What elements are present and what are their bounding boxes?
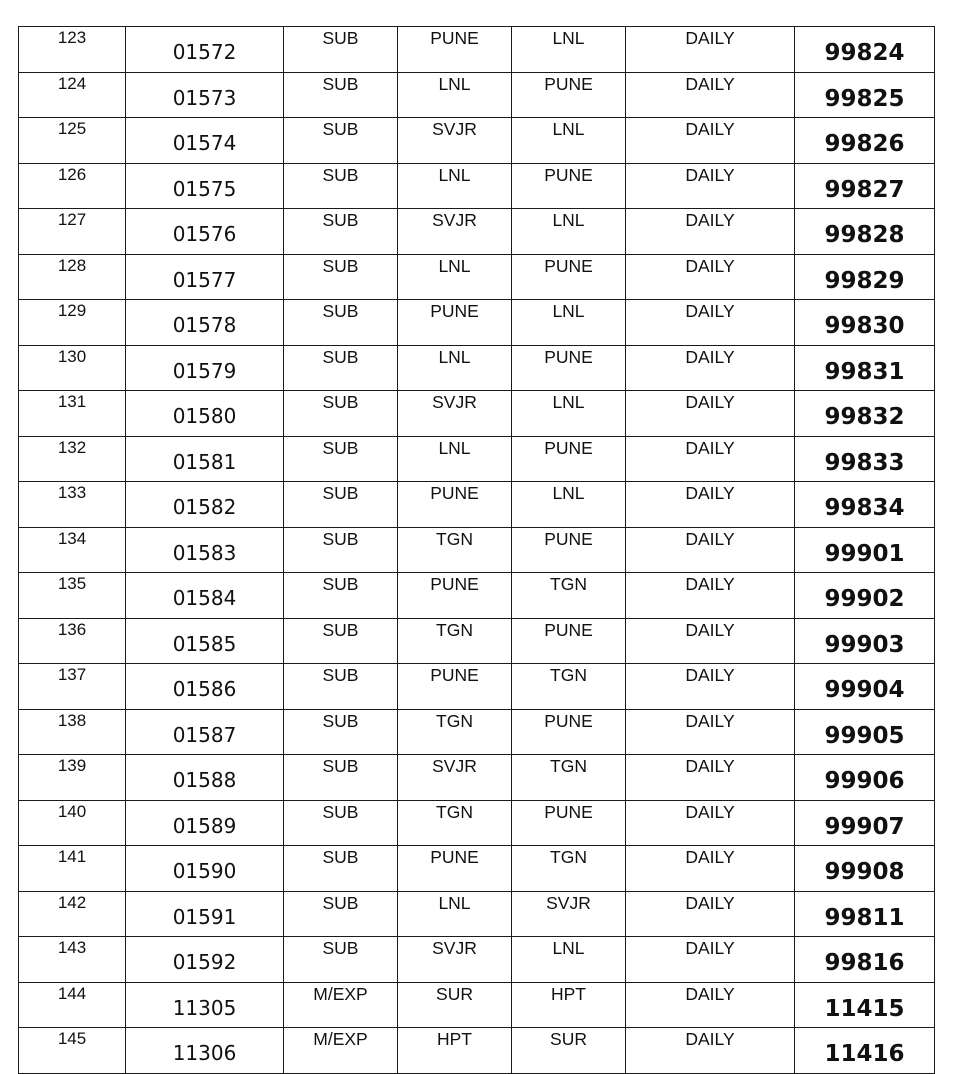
from-station-cell: TGN: [398, 527, 512, 573]
old-train-number-cell: 01574: [126, 118, 284, 164]
from-station-cell: PUNE: [398, 482, 512, 528]
days-of-run-cell: DAILY: [626, 209, 795, 255]
new-train-number-cell: 99902: [795, 573, 935, 619]
from-station-cell: LNL: [398, 254, 512, 300]
to-station-cell: HPT: [512, 982, 626, 1028]
from-station-cell: LNL: [398, 163, 512, 209]
table-row: [19, 982, 935, 1028]
old-train-number-cell: 01572: [126, 27, 284, 73]
from-station-cell: TGN: [398, 800, 512, 846]
days-of-run-cell: DAILY: [626, 482, 795, 528]
from-station-cell: SVJR: [398, 391, 512, 437]
table-row: [19, 163, 935, 209]
to-station-cell: PUNE: [512, 163, 626, 209]
train-type-cell: SUB: [284, 846, 398, 892]
days-of-run-cell: DAILY: [626, 118, 795, 164]
new-train-number-cell: 99824: [795, 27, 935, 73]
table-row: [19, 1028, 935, 1074]
table-row: [19, 664, 935, 710]
old-train-number-cell: 01588: [126, 755, 284, 801]
old-train-number-cell: 01580: [126, 391, 284, 437]
table-row: [19, 300, 935, 346]
new-train-number-cell: 99833: [795, 436, 935, 482]
serial-number-cell: 135: [19, 573, 126, 619]
new-train-number-cell: 99828: [795, 209, 935, 255]
from-station-cell: LNL: [398, 436, 512, 482]
serial-number-cell: 130: [19, 345, 126, 391]
train-type-cell: SUB: [284, 345, 398, 391]
serial-number-cell: 140: [19, 800, 126, 846]
new-train-number-cell: 99829: [795, 254, 935, 300]
days-of-run-cell: DAILY: [626, 664, 795, 710]
serial-number-cell: 144: [19, 982, 126, 1028]
old-train-number-cell: 01586: [126, 664, 284, 710]
new-train-number-cell: 99832: [795, 391, 935, 437]
train-type-cell: M/EXP: [284, 982, 398, 1028]
to-station-cell: LNL: [512, 300, 626, 346]
new-train-number-cell: 99811: [795, 891, 935, 937]
from-station-cell: LNL: [398, 345, 512, 391]
table-row: [19, 573, 935, 619]
table-row: [19, 72, 935, 118]
days-of-run-cell: DAILY: [626, 937, 795, 983]
table-row: [19, 209, 935, 255]
from-station-cell: HPT: [398, 1028, 512, 1074]
new-train-number-cell: 99901: [795, 527, 935, 573]
days-of-run-cell: DAILY: [626, 618, 795, 664]
from-station-cell: TGN: [398, 618, 512, 664]
serial-number-cell: 123: [19, 27, 126, 73]
old-train-number-cell: 01589: [126, 800, 284, 846]
train-type-cell: SUB: [284, 391, 398, 437]
to-station-cell: PUNE: [512, 527, 626, 573]
old-train-number-cell: 01583: [126, 527, 284, 573]
train-type-cell: SUB: [284, 254, 398, 300]
new-train-number-cell: 99905: [795, 709, 935, 755]
days-of-run-cell: DAILY: [626, 800, 795, 846]
days-of-run-cell: DAILY: [626, 391, 795, 437]
table-row: [19, 618, 935, 664]
old-train-number-cell: 01576: [126, 209, 284, 255]
train-type-cell: M/EXP: [284, 1028, 398, 1074]
serial-number-cell: 143: [19, 937, 126, 983]
train-type-cell: SUB: [284, 800, 398, 846]
old-train-number-cell: 01579: [126, 345, 284, 391]
new-train-number-cell: 99906: [795, 755, 935, 801]
table-row: [19, 345, 935, 391]
to-station-cell: TGN: [512, 573, 626, 619]
to-station-cell: LNL: [512, 118, 626, 164]
from-station-cell: PUNE: [398, 846, 512, 892]
old-train-number-cell: 01575: [126, 163, 284, 209]
old-train-number-cell: 01587: [126, 709, 284, 755]
days-of-run-cell: DAILY: [626, 755, 795, 801]
days-of-run-cell: DAILY: [626, 436, 795, 482]
table-row: [19, 391, 935, 437]
days-of-run-cell: DAILY: [626, 846, 795, 892]
to-station-cell: PUNE: [512, 254, 626, 300]
old-train-number-cell: 01584: [126, 573, 284, 619]
to-station-cell: LNL: [512, 209, 626, 255]
old-train-number-cell: 01578: [126, 300, 284, 346]
serial-number-cell: 127: [19, 209, 126, 255]
table-row: [19, 254, 935, 300]
new-train-number-cell: 99904: [795, 664, 935, 710]
table-row: [19, 891, 935, 937]
old-train-number-cell: 01592: [126, 937, 284, 983]
train-type-cell: SUB: [284, 618, 398, 664]
to-station-cell: SUR: [512, 1028, 626, 1074]
old-train-number-cell: 11306: [126, 1028, 284, 1074]
to-station-cell: LNL: [512, 391, 626, 437]
serial-number-cell: 142: [19, 891, 126, 937]
table-row: [19, 527, 935, 573]
from-station-cell: PUNE: [398, 27, 512, 73]
from-station-cell: PUNE: [398, 300, 512, 346]
new-train-number-cell: 99830: [795, 300, 935, 346]
serial-number-cell: 138: [19, 709, 126, 755]
days-of-run-cell: DAILY: [626, 982, 795, 1028]
days-of-run-cell: DAILY: [626, 891, 795, 937]
table-row: [19, 937, 935, 983]
to-station-cell: SVJR: [512, 891, 626, 937]
new-train-number-cell: 99903: [795, 618, 935, 664]
days-of-run-cell: DAILY: [626, 254, 795, 300]
serial-number-cell: 128: [19, 254, 126, 300]
table-row: [19, 27, 935, 73]
new-train-number-cell: 99816: [795, 937, 935, 983]
days-of-run-cell: DAILY: [626, 573, 795, 619]
table-row: [19, 709, 935, 755]
train-type-cell: SUB: [284, 755, 398, 801]
from-station-cell: PUNE: [398, 573, 512, 619]
table-row: [19, 436, 935, 482]
to-station-cell: TGN: [512, 755, 626, 801]
table-row: [19, 118, 935, 164]
new-train-number-cell: 99907: [795, 800, 935, 846]
train-number-table: [18, 26, 935, 1074]
serial-number-cell: 126: [19, 163, 126, 209]
days-of-run-cell: DAILY: [626, 1028, 795, 1074]
from-station-cell: SVJR: [398, 755, 512, 801]
from-station-cell: SVJR: [398, 209, 512, 255]
train-type-cell: SUB: [284, 527, 398, 573]
days-of-run-cell: DAILY: [626, 72, 795, 118]
to-station-cell: LNL: [512, 937, 626, 983]
serial-number-cell: 133: [19, 482, 126, 528]
new-train-number-cell: 11415: [795, 982, 935, 1028]
train-type-cell: SUB: [284, 300, 398, 346]
from-station-cell: SVJR: [398, 937, 512, 983]
train-type-cell: SUB: [284, 573, 398, 619]
train-type-cell: SUB: [284, 209, 398, 255]
serial-number-cell: 136: [19, 618, 126, 664]
old-train-number-cell: 01591: [126, 891, 284, 937]
to-station-cell: LNL: [512, 482, 626, 528]
to-station-cell: PUNE: [512, 72, 626, 118]
from-station-cell: PUNE: [398, 664, 512, 710]
from-station-cell: SUR: [398, 982, 512, 1028]
train-type-cell: SUB: [284, 891, 398, 937]
old-train-number-cell: 11305: [126, 982, 284, 1028]
days-of-run-cell: DAILY: [626, 709, 795, 755]
to-station-cell: TGN: [512, 846, 626, 892]
train-type-cell: SUB: [284, 27, 398, 73]
days-of-run-cell: DAILY: [626, 300, 795, 346]
days-of-run-cell: DAILY: [626, 27, 795, 73]
table-row: [19, 846, 935, 892]
days-of-run-cell: DAILY: [626, 163, 795, 209]
table-row: [19, 482, 935, 528]
old-train-number-cell: 01582: [126, 482, 284, 528]
from-station-cell: TGN: [398, 709, 512, 755]
old-train-number-cell: 01577: [126, 254, 284, 300]
train-type-cell: SUB: [284, 118, 398, 164]
train-type-cell: SUB: [284, 163, 398, 209]
new-train-number-cell: 99826: [795, 118, 935, 164]
old-train-number-cell: 01590: [126, 846, 284, 892]
table-row: [19, 800, 935, 846]
train-type-cell: SUB: [284, 482, 398, 528]
to-station-cell: TGN: [512, 664, 626, 710]
table-body: [19, 27, 935, 1074]
old-train-number-cell: 01573: [126, 72, 284, 118]
serial-number-cell: 145: [19, 1028, 126, 1074]
days-of-run-cell: DAILY: [626, 345, 795, 391]
to-station-cell: LNL: [512, 27, 626, 73]
new-train-number-cell: 99834: [795, 482, 935, 528]
to-station-cell: PUNE: [512, 800, 626, 846]
serial-number-cell: 141: [19, 846, 126, 892]
serial-number-cell: 132: [19, 436, 126, 482]
new-train-number-cell: 99825: [795, 72, 935, 118]
train-type-cell: SUB: [284, 709, 398, 755]
new-train-number-cell: 99827: [795, 163, 935, 209]
to-station-cell: PUNE: [512, 345, 626, 391]
old-train-number-cell: 01581: [126, 436, 284, 482]
old-train-number-cell: 01585: [126, 618, 284, 664]
serial-number-cell: 134: [19, 527, 126, 573]
serial-number-cell: 124: [19, 72, 126, 118]
serial-number-cell: 137: [19, 664, 126, 710]
serial-number-cell: 125: [19, 118, 126, 164]
serial-number-cell: 131: [19, 391, 126, 437]
table-row: [19, 755, 935, 801]
serial-number-cell: 139: [19, 755, 126, 801]
days-of-run-cell: DAILY: [626, 527, 795, 573]
new-train-number-cell: 99831: [795, 345, 935, 391]
to-station-cell: PUNE: [512, 618, 626, 664]
train-type-cell: SUB: [284, 436, 398, 482]
serial-number-cell: 129: [19, 300, 126, 346]
train-type-cell: SUB: [284, 937, 398, 983]
from-station-cell: LNL: [398, 72, 512, 118]
to-station-cell: PUNE: [512, 436, 626, 482]
train-type-cell: SUB: [284, 72, 398, 118]
to-station-cell: PUNE: [512, 709, 626, 755]
from-station-cell: SVJR: [398, 118, 512, 164]
train-type-cell: SUB: [284, 664, 398, 710]
new-train-number-cell: 99908: [795, 846, 935, 892]
new-train-number-cell: 11416: [795, 1028, 935, 1074]
from-station-cell: LNL: [398, 891, 512, 937]
